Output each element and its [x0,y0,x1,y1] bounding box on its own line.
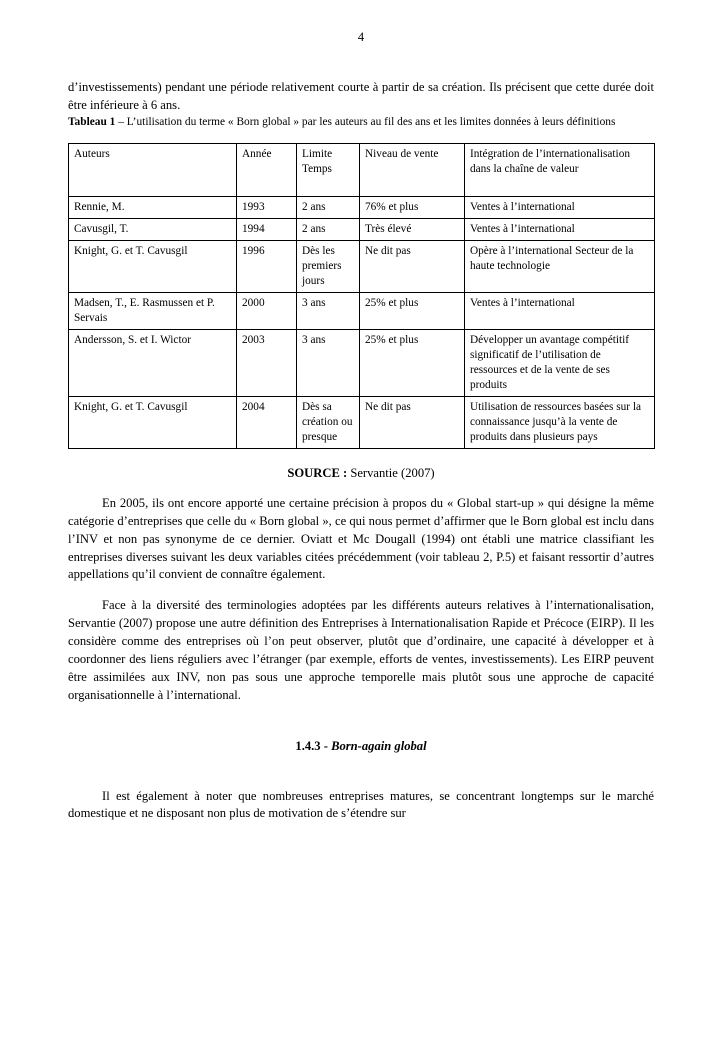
paragraph-1: En 2005, ils ont encore apporté une certaine précision à propos du « Global start-up » qui désigne la même catégorie d’entreprises que celle du « Born global », ce qui nous permet d’affirmer que le Born global est inclu dans l’INV et non pas synonyme de ce dernier. Oviatt et Mc Dougall (1994) ont établi une matrice classifiant les entreprises diverses suivant les deux variables citées précédemment (voir tableau 2, P.5) et faisant ressortir d’autres appellations qu’il convient de connaître également. [68,495,654,582]
table-row [69,218,655,240]
section-title: Born-again global [331,738,427,753]
cell-integration: Opère à l’international Secteur de la haute technologie [465,240,655,292]
table-caption-text: – L’utilisation du terme « Born global » par les auteurs au fil des ans et les limites données à leurs définitions [115,115,616,128]
source-label: SOURCE : [287,465,348,480]
paragraph-2: Face à la diversité des terminologies adoptées par les différents auteurs relatives à l’internationalisation, Servantie (2007) propose une autre définition des Entreprises à Internationalisation Rapide et Précoce (EIRP). Il les considère comme des entreprises où l’on peut observer, plutôt que d’ordinaire, une capacité à développer et à coordonner des liens réguliers avec l’étranger (par exemple, efforts de ventes, investissements). Les EIRP peuvent être assimilées aux INV, non pas sous une approche temporelle mais plutôt sous une approche de capacité organisationnelle à l’international. [68,598,654,702]
intro-paragraph: d’investissements) pendant une période relativement courte à partir de sa création. Ils précisent que cette durée doit être inférieure à 6 ans. [68,80,654,112]
cell-annee: 1993 [237,196,297,218]
table-row [69,329,655,396]
page-content [68,30,654,823]
cell-limite: 2 ans [297,218,360,240]
cell-integration: Utilisation de ressources basées sur la connaissance jusqu’à la vente de produits dans plusieurs pays [465,396,655,448]
cell-auteurs: Cavusgil, T. [69,218,237,240]
cell-niveau: 76% et plus [360,196,465,218]
cell-niveau: Ne dit pas [360,396,465,448]
table-source [68,466,654,481]
table-caption [68,115,654,131]
cell-auteurs: Knight, G. et T. Cavusgil [69,396,237,448]
page-number: 4 [357,30,365,44]
cell-annee: 1994 [237,218,297,240]
cell-auteurs: Knight, G. et T. Cavusgil [69,240,237,292]
cell-integration: Ventes à l’international [465,292,655,329]
cell-integration: Ventes à l’international [465,218,655,240]
paragraph-3: Il est également à noter que nombreuses entreprises matures, se concentrant longtemps sur le marché domestique et ne disposant non plus de motivation de s’étendre sur [68,788,654,821]
cell-auteurs: Andersson, S. et I. Wictor [69,329,237,396]
table-header-cell: Niveau de vente [360,143,465,196]
cell-niveau: Ne dit pas [360,240,465,292]
table-row [69,396,655,448]
cell-limite: 2 ans [297,196,360,218]
table-header-cell: Intégration de l’internationalisation dans la chaîne de valeur [465,143,655,196]
table-row [69,196,655,218]
cell-annee: 2003 [237,329,297,396]
cell-limite: 3 ans [297,329,360,396]
table-header-cell: Limite Temps [297,143,360,196]
cell-niveau: Très élevé [360,218,465,240]
table-row [69,240,655,292]
cell-annee: 2004 [237,396,297,448]
cell-niveau: 25% et plus [360,329,465,396]
table-header-cell: Auteurs [69,143,237,196]
cell-annee: 2000 [237,292,297,329]
table-header-cell: Année [237,143,297,196]
cell-integration: Ventes à l’international [465,196,655,218]
source-value: Servantie (2007) [347,465,435,480]
cell-integration: Développer un avantage compétitif significatif de l’utilisation de ressources et de la vente de ses produits [465,329,655,396]
cell-auteurs: Rennie, M. [69,196,237,218]
table-header-row [69,143,655,196]
cell-annee: 1996 [237,240,297,292]
born-global-table [68,143,655,449]
cell-niveau: 25% et plus [360,292,465,329]
cell-auteurs: Madsen, T., E. Rasmussen et P. Servais [69,292,237,329]
table-row [69,292,655,329]
cell-limite: Dès les premiers jours [297,240,360,292]
section-number: 1.4.3 - [295,738,332,753]
cell-limite: Dès sa création ou presque [297,396,360,448]
table-caption-label: Tableau 1 [68,115,116,128]
cell-limite: 3 ans [297,292,360,329]
section-heading [68,739,654,754]
